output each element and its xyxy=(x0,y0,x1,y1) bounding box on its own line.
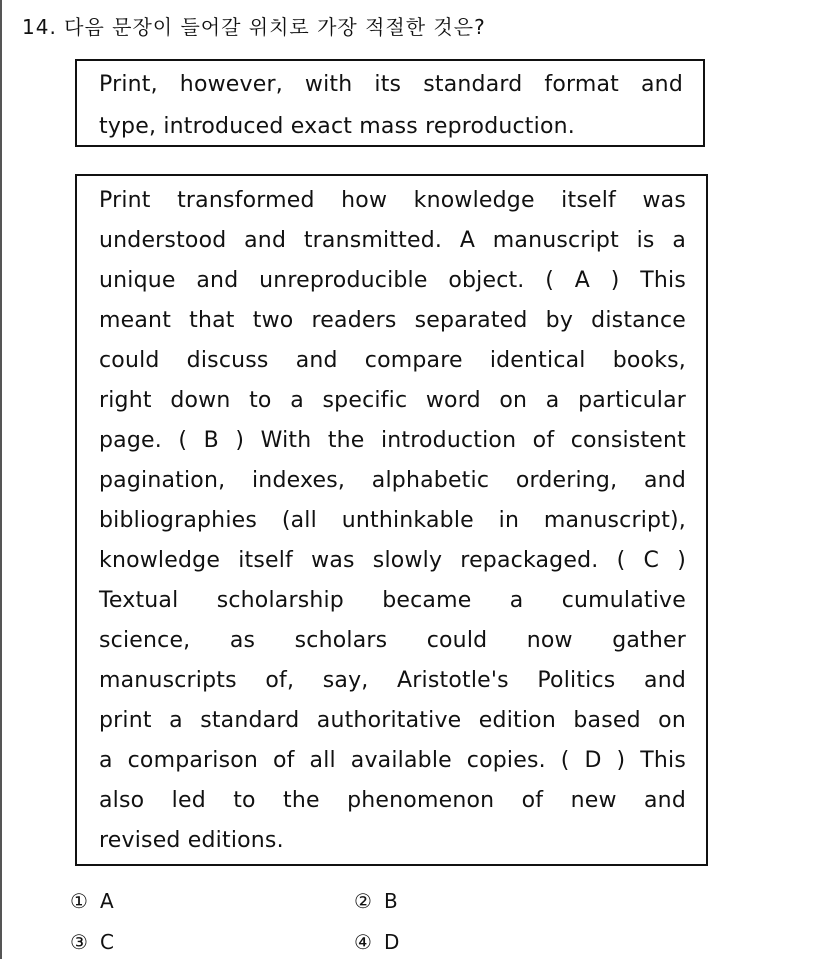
passage-line: bibliographies (all unthinkable in manuscript), xyxy=(99,508,686,533)
question-title: 14. 다음 문장이 들어갈 위치로 가장 적절한 것은? xyxy=(22,15,486,39)
choice-label: A xyxy=(100,889,114,913)
passage-line: manuscripts of, say, Aristotle's Politics and xyxy=(99,668,686,693)
choice-label: D xyxy=(384,930,400,954)
choice-number: ② xyxy=(354,889,372,913)
given-sentence-line: Print, however, with its standard format and xyxy=(99,72,683,97)
choice-number: ① xyxy=(70,889,88,913)
passage-box xyxy=(75,174,708,866)
passage-line: Textual scholarship became a cumulative xyxy=(99,588,686,613)
choice-c[interactable] xyxy=(70,927,114,957)
passage-line: unique and unreproducible object. ( A ) This xyxy=(99,268,686,293)
given-sentence-text xyxy=(99,64,683,148)
passage-line: understood and transmitted. A manuscript is a xyxy=(99,228,686,253)
choice-label: C xyxy=(100,930,114,954)
passage-line: Print transformed how knowledge itself was xyxy=(99,188,686,213)
passage-line: a comparison of all available copies. ( D ) This xyxy=(99,748,686,773)
passage-line: page. ( B ) With the introduction of consistent xyxy=(99,428,686,453)
choice-number: ④ xyxy=(354,930,372,954)
passage-line: meant that two readers separated by distance xyxy=(99,308,686,333)
passage-line: revised editions. xyxy=(99,828,284,853)
passage-line: print a standard authoritative edition based on xyxy=(99,708,686,733)
passage-line: also led to the phenomenon of new and xyxy=(99,788,686,813)
passage-text xyxy=(99,181,686,861)
passage-line: knowledge itself was slowly repackaged. ( C ) xyxy=(99,548,686,573)
passage-line: could discuss and compare identical books, xyxy=(99,348,686,373)
page-left-border xyxy=(0,0,2,959)
choice-d[interactable] xyxy=(354,927,399,957)
choice-number: ③ xyxy=(70,930,88,954)
passage-line: science, as scholars could now gather xyxy=(99,628,686,653)
choice-a[interactable] xyxy=(70,886,114,916)
choice-label: B xyxy=(384,889,398,913)
passage-line: right down to a specific word on a particular xyxy=(99,388,686,413)
choice-b[interactable] xyxy=(354,886,398,916)
passage-line: pagination, indexes, alphabetic ordering, and xyxy=(99,468,686,493)
given-sentence-box xyxy=(75,59,705,147)
given-sentence-line: type, introduced exact mass reproduction. xyxy=(99,114,575,139)
